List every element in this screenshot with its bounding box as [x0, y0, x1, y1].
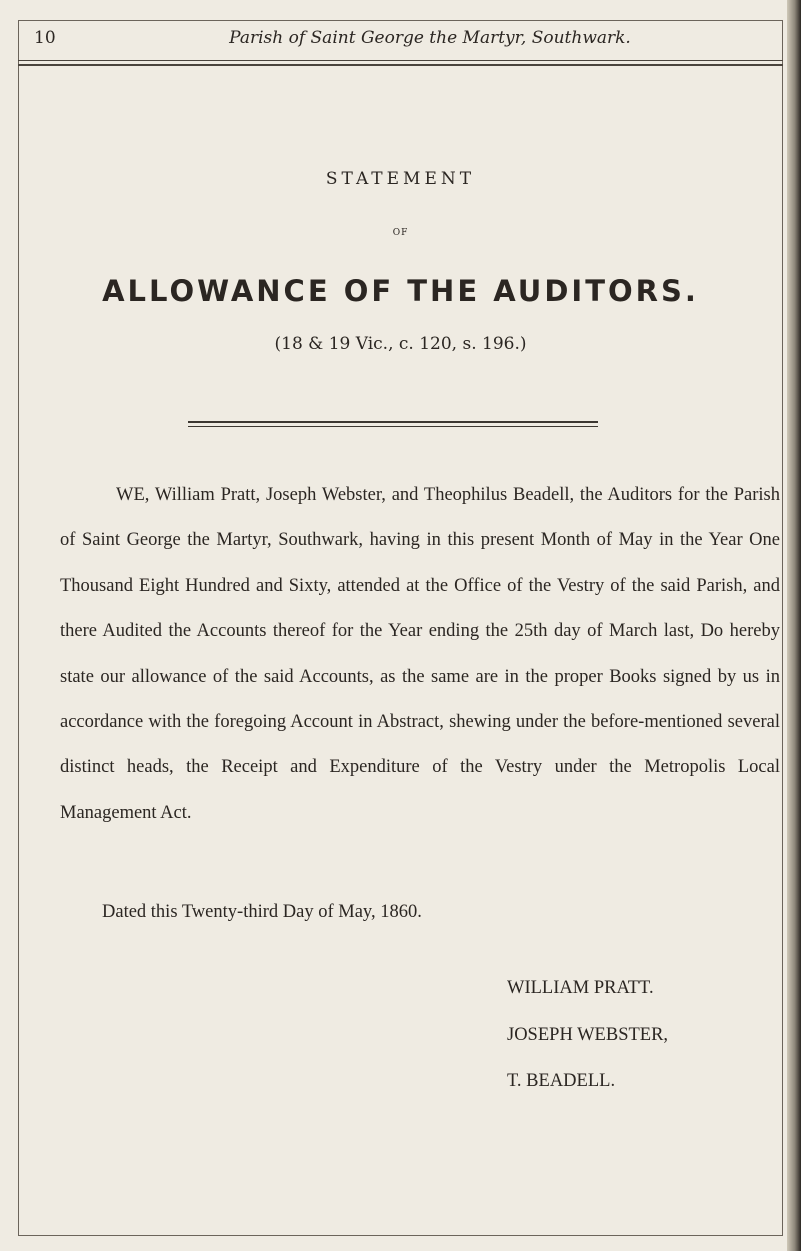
signature-3: T. BEADELL. [507, 1071, 616, 1091]
header-rule [18, 64, 783, 66]
statement-paragraph: WE, William Pratt, Joseph Webster, and Theophilus Beadell, the Auditors for the Parish of Saint George the Martyr, Southwark, having in this present Month of May in the Year One Thousand Eight Hundred and Sixty, attended at the Office of the Vestry of the said Parish, and there Audited the Accounts thereof for the Year ending the 25th day of March last, Do hereby state our allowance of the said Accounts, as the same are in the proper Books signed by us in accordance with the foregoing Account in Abstract, shewing under the before-mentioned several distinct heads, the Receipt and Expenditure of the Vestry under the Metropolis Local Management Act. [60, 485, 780, 823]
frame-border-left [18, 20, 19, 1236]
frame-border-right [782, 20, 783, 1236]
page-number: 10 [34, 28, 56, 48]
dated-line: Dated this Twenty-third Day of May, 1860. [102, 902, 422, 922]
title-statement: STATEMENT [325, 169, 476, 189]
title-main: ALLOWANCE OF THE AUDITORS. [102, 274, 699, 308]
separator-rule [188, 426, 598, 427]
frame-border-top [18, 20, 783, 21]
running-title: Parish of Saint George the Martyr, Southwark. [229, 28, 631, 48]
signature-2: JOSEPH WEBSTER, [507, 1025, 669, 1045]
signature-1: WILLIAM PRATT. [507, 978, 654, 998]
statute-citation: (18 & 19 Vic., c. 120, s. 196.) [274, 334, 527, 354]
title-of: OF [392, 228, 409, 238]
header-rule [18, 60, 783, 61]
frame-border-bottom [18, 1235, 783, 1236]
separator-rule [188, 421, 598, 423]
